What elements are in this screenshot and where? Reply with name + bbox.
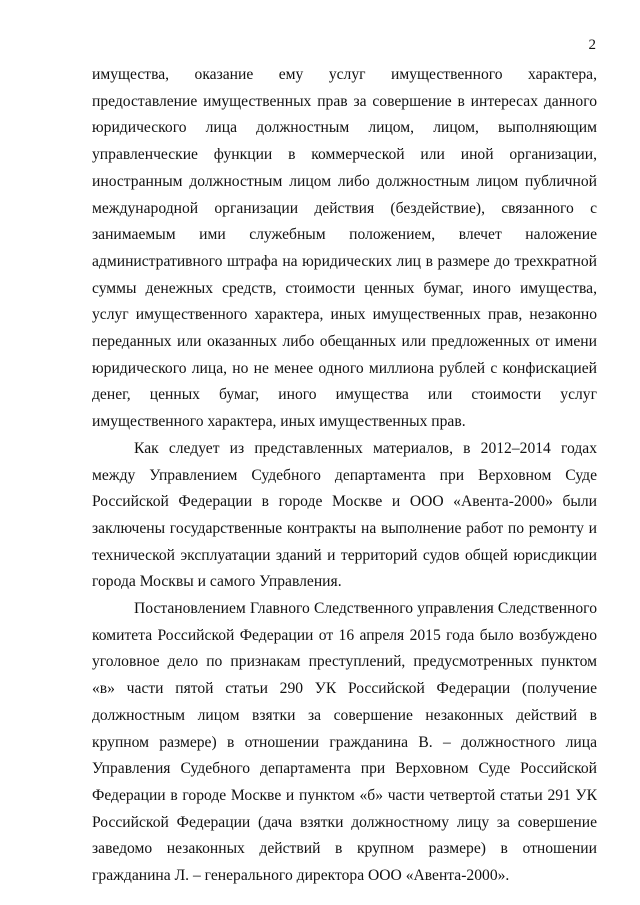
paragraph-criminal-case: Постановлением Главного Следственного управления Следственного комитета Российской Федерации от 16 апреля 2015 года было возбуждено уголовное дело по признакам преступлений, предусмотренных пунктом «в» части пятой статьи 290 УК Российской Федерации (получение должностным лицом взятки за совершение незаконных действий в крупном размере) в отношении гражданина В. – должностного лица Управления Судебного департамента при Верховном Суде Российской Федерации в городе Москве и пунктом «б» части четвертой статьи 291 УК Российской Федерации (дача взятки должностному лицу за совершение заведомо незаконных действий в крупном размере) в отношении гражданина Л. – генерального директора ООО «Авента-2000». [92,600,597,885]
page-number: 2 [588,37,596,53]
paragraph-contracts: Как следует из представленных материалов, в 2012–2014 годах между Управлением Судебного департамента при Верховном Суде Российской Федерации в городе Москве и ООО «Авента-2000» были заключены государственные контракты на выполнение работ по ремонту и технической эксплуатации зданий и территорий судов общей юрисдикции города Москвы и самого Управления. [92,439,597,591]
document-body [92,62,597,890]
paragraph-continuation: имущества, оказание ему услуг имущественного характера, предоставление имущественных прав за совершение в интересах данного юридического лица должностным лицом, лицом, выполняющим управленческие функции в коммерческой или иной организации, иностранным должностным лицом либо должностным лицом публичной международной организации действия (бездействие), связанного с занимаемым ими служебным положением, влечет наложение административного штрафа на юридических лиц в размере до трехкратной суммы денежных средств, стоимости ценных бумаг, иного имущества, услуг имущественного характера, иных имущественных прав, незаконно переданных или оказанных либо обещанных или предложенных от имени юридического лица, но не менее одного миллиона рублей с конфискацией денег, ценных бумаг, иного имущества или стоимости услуг имущественного характера, иных имущественных прав. [92,66,597,431]
